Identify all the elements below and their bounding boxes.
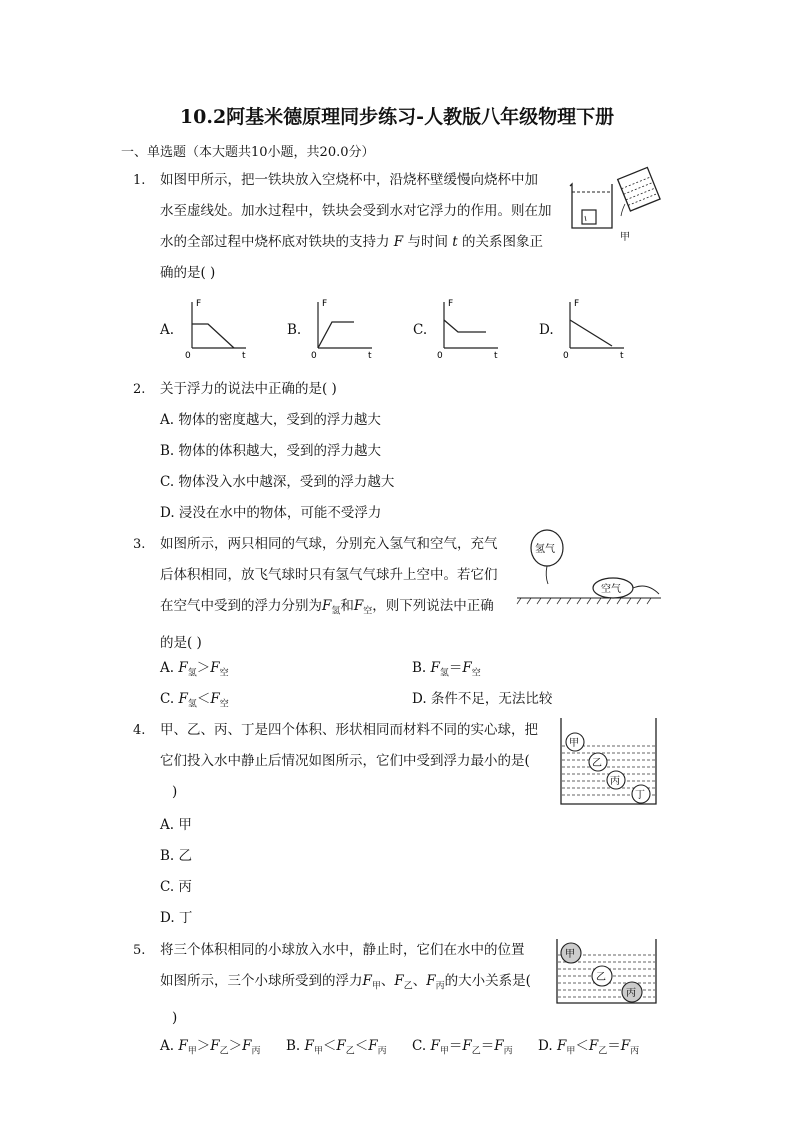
q1-graph-c <box>436 296 502 362</box>
q5-line-2: 如图所示，三个小球所受到的浮力$F_甲$、$F_乙$、$F_丙$的大小关系是( <box>160 973 531 992</box>
q4-option-a: A. 甲 <box>160 817 192 833</box>
q3-line-1: 如图所示，两只相同的气球，分别充入氢气和空气，充气 <box>160 536 498 552</box>
q3-option-c: C. $F_氢<F_空$ <box>160 691 229 710</box>
svg-text:F: F <box>574 299 580 309</box>
q1-option-a-label: A. <box>160 322 175 338</box>
q4-line-1: 甲、乙、丙、丁是四个体积、形状相同而材料不同的实心球，把 <box>160 722 538 738</box>
q3-line-3: 在空气中受到的浮力分别为$F_氢$和$F_空$，则下列说法中正确 <box>160 598 494 617</box>
q3-option-a: A. $F_氢>F_空$ <box>160 660 229 679</box>
svg-text:t: t <box>494 351 498 361</box>
q3-option-b: B. $F_氢=F_空$ <box>412 660 481 679</box>
q5-ball-bing: 丙 <box>626 988 636 999</box>
svg-text:F: F <box>448 299 454 309</box>
q5-option-b: B. $F_甲<F_乙<F_丙$ <box>286 1038 387 1057</box>
q4-line-3: ) <box>172 784 178 800</box>
q1-graph-a <box>184 296 250 362</box>
svg-text:t: t <box>620 351 624 361</box>
q5-option-c: C. $F_甲=F_乙=F_丙$ <box>412 1038 513 1057</box>
q4-option-b: B. 乙 <box>160 848 193 864</box>
q5-line-3: ) <box>172 1009 178 1026</box>
q5-ball-yi: 乙 <box>596 972 606 983</box>
svg-text:0: 0 <box>437 351 443 361</box>
q1-stem <box>160 165 560 289</box>
q5-number: 5. <box>133 943 146 958</box>
q4-ball-bing: 丙 <box>610 776 620 787</box>
svg-text:0: 0 <box>563 351 569 361</box>
q5-balls-figure <box>554 937 660 1007</box>
svg-text:F: F <box>196 299 202 309</box>
q2-option-a: A. 物体的密度越大，受到的浮力越大 <box>160 412 381 428</box>
q1-graph-b <box>310 296 376 362</box>
q1-option-b-label: B. <box>287 322 302 338</box>
q3-line-4: 的是( ) <box>160 634 202 651</box>
q3-balloon-figure <box>515 528 663 612</box>
q1-number: 1. <box>133 173 146 188</box>
q5-ball-jia: 甲 <box>565 949 575 960</box>
q4-option-d: D. 丁 <box>160 910 193 926</box>
q4-option-c: C. 丙 <box>160 879 192 895</box>
q1-graph-d <box>562 296 628 362</box>
q2-option-b: B. 物体的体积越大，受到的浮力越大 <box>160 443 382 459</box>
svg-text:0: 0 <box>185 351 191 361</box>
q1-beaker-figure <box>562 160 672 252</box>
q1-line-1: 如图甲所示，把一铁块放入空烧杯中，沿烧杯壁缓慢向烧杯中加 <box>160 172 538 188</box>
q1-option-c-label: C. <box>413 322 428 338</box>
section-heading: 一、单选题（本大题共10小题，共20.0分） <box>121 145 375 160</box>
q4-ball-jia: 甲 <box>569 738 579 749</box>
q4-ball-yi: 乙 <box>592 758 602 769</box>
q3-balloon-air-label: 空气 <box>601 584 621 595</box>
q3-balloon-hydrogen-label: 氢气 <box>535 544 555 555</box>
q5-stem <box>160 935 550 1034</box>
q1-line-2: 水至虚线处。加水过程中，铁块会受到水对它浮力的作用。则在加 <box>160 203 552 219</box>
svg-text:t: t <box>368 351 372 361</box>
svg-text:0: 0 <box>311 351 317 361</box>
q5-line-1: 将三个体积相同的小球放入水中，静止时，它们在水中的位置 <box>160 942 525 958</box>
page-title: 10.2阿基米德原理同步练习-人教版八年级物理下册 <box>179 106 615 128</box>
q4-balls-figure <box>558 716 660 808</box>
q2-option-d: D. 浸没在水中的物体，可能不受浮力 <box>160 505 382 521</box>
svg-text:F: F <box>322 299 328 309</box>
q3-number: 3. <box>133 537 146 552</box>
q3-line-2: 后体积相同，放飞气球时只有氢气气球升上空中。若它们 <box>160 567 498 583</box>
q2-option-c: C. 物体没入水中越深，受到的浮力越大 <box>160 474 395 490</box>
q4-stem <box>160 715 550 808</box>
q3-option-d: D. 条件不足，无法比较 <box>412 691 553 707</box>
q3-stem <box>160 529 520 659</box>
q2-number: 2. <box>133 382 146 397</box>
q5-option-d: D. $F_甲<F_乙=F_丙$ <box>538 1038 640 1057</box>
q1-line-3: 水的全部过程中烧杯底对铁块的支持力 F 与时间 t 的关系图象正 <box>160 234 543 250</box>
q1-fig-label: 甲 <box>620 232 630 243</box>
q4-number: 4. <box>133 723 146 738</box>
q5-option-a: A. $F_甲>F_乙>F_丙$ <box>160 1038 261 1057</box>
svg-text:t: t <box>242 351 246 361</box>
q1-option-d-label: D. <box>539 322 554 338</box>
q2-stem: 关于浮力的说法中正确的是( ) <box>160 381 337 397</box>
q4-line-2: 它们投入水中静止后情况如图所示，它们中受到浮力最小的是( <box>160 753 530 769</box>
q4-ball-ding: 丁 <box>635 790 645 801</box>
q1-line-4: 确的是( ) <box>160 265 216 281</box>
